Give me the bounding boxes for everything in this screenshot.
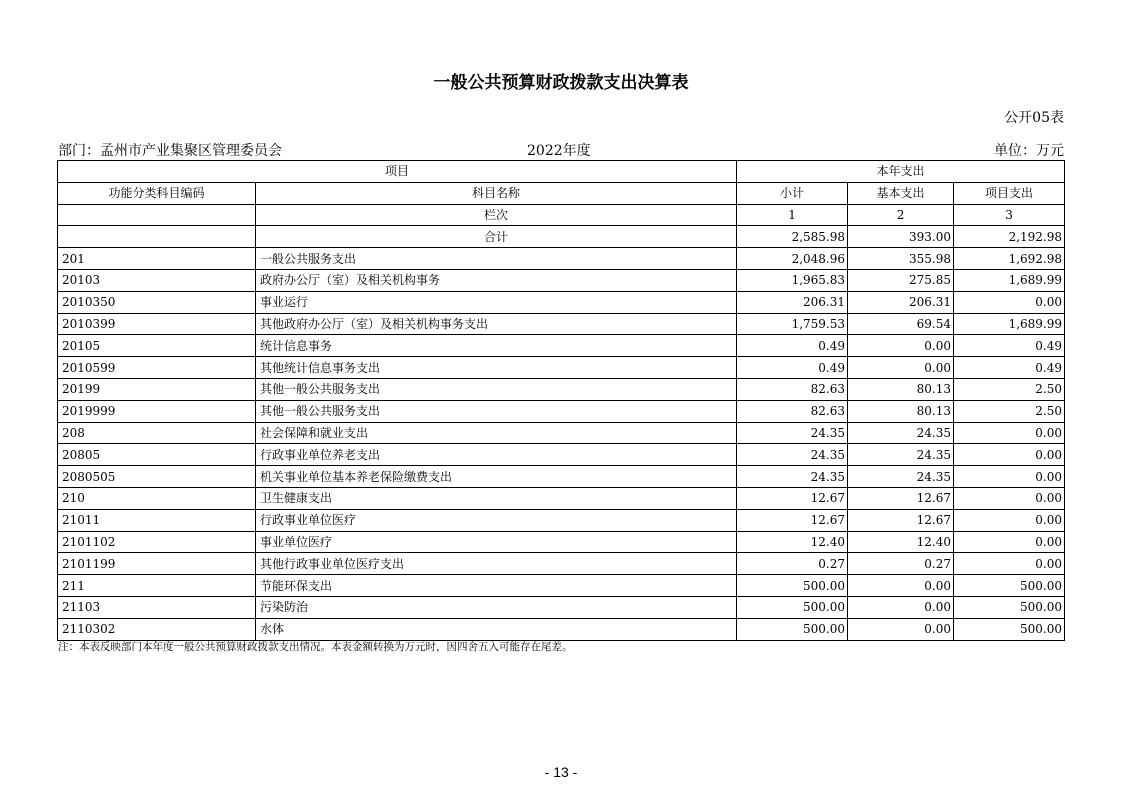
department-label: 部门：孟州市产业集聚区管理委员会 bbox=[58, 143, 282, 159]
row-subtotal: 0.49 bbox=[737, 335, 848, 357]
row-basic: 80.13 bbox=[848, 378, 954, 400]
row-code: 20805 bbox=[58, 444, 256, 466]
unit-label: 单位：万元 bbox=[994, 143, 1064, 159]
fiscal-year: 2022年度 bbox=[527, 143, 591, 159]
row-code: 20103 bbox=[58, 269, 256, 291]
row-subtotal: 500.00 bbox=[737, 596, 848, 618]
row-basic: 0.00 bbox=[848, 357, 954, 379]
row-basic: 12.67 bbox=[848, 509, 954, 531]
row-project: 500.00 bbox=[954, 575, 1065, 597]
row-basic: 0.00 bbox=[848, 575, 954, 597]
row-code: 208 bbox=[58, 422, 256, 444]
row-code: 2010399 bbox=[58, 313, 256, 335]
row-project: 1,689.99 bbox=[954, 269, 1065, 291]
table-row bbox=[58, 466, 1065, 488]
row-code: 20105 bbox=[58, 335, 256, 357]
row-project: 1,692.98 bbox=[954, 248, 1065, 270]
row-project: 0.00 bbox=[954, 553, 1065, 575]
page-number: - 13 - bbox=[544, 764, 578, 780]
table-row bbox=[58, 291, 1065, 313]
row-name: 其他一般公共服务支出 bbox=[256, 400, 737, 422]
row-basic: 0.27 bbox=[848, 553, 954, 575]
row-project: 500.00 bbox=[954, 618, 1065, 640]
total-label: 合计 bbox=[256, 226, 737, 248]
row-project: 0.00 bbox=[954, 531, 1065, 553]
row-project: 0.49 bbox=[954, 335, 1065, 357]
row-basic: 24.35 bbox=[848, 422, 954, 444]
row-code: 2110302 bbox=[58, 618, 256, 640]
row-name: 其他政府办公厅（室）及相关机构事务支出 bbox=[256, 313, 737, 335]
row-project: 1,689.99 bbox=[954, 313, 1065, 335]
row-code: 21103 bbox=[58, 596, 256, 618]
blank-cell bbox=[58, 204, 256, 226]
row-code: 211 bbox=[58, 575, 256, 597]
header-current-year: 本年支出 bbox=[737, 161, 1065, 183]
row-code: 2019999 bbox=[58, 400, 256, 422]
header-project-exp: 项目支出 bbox=[954, 182, 1065, 204]
table-row bbox=[58, 444, 1065, 466]
row-basic: 24.35 bbox=[848, 466, 954, 488]
column-index-3: 3 bbox=[954, 204, 1065, 226]
row-subtotal: 24.35 bbox=[737, 422, 848, 444]
row-name: 其他行政事业单位医疗支出 bbox=[256, 553, 737, 575]
row-subtotal: 12.67 bbox=[737, 509, 848, 531]
row-subtotal: 2,048.96 bbox=[737, 248, 848, 270]
row-subtotal: 82.63 bbox=[737, 378, 848, 400]
column-index-2: 2 bbox=[848, 204, 954, 226]
row-name: 节能环保支出 bbox=[256, 575, 737, 597]
expenditure-table bbox=[57, 160, 1065, 641]
header-row-1 bbox=[58, 161, 1065, 183]
row-name: 其他统计信息事务支出 bbox=[256, 357, 737, 379]
row-name: 其他一般公共服务支出 bbox=[256, 378, 737, 400]
row-name: 污染防治 bbox=[256, 596, 737, 618]
table-row bbox=[58, 618, 1065, 640]
row-subtotal: 24.35 bbox=[737, 444, 848, 466]
row-subtotal: 24.35 bbox=[737, 466, 848, 488]
table-row bbox=[58, 357, 1065, 379]
row-name: 水体 bbox=[256, 618, 737, 640]
total-subtotal: 2,585.98 bbox=[737, 226, 848, 248]
table-row bbox=[58, 575, 1065, 597]
header-project: 项目 bbox=[58, 161, 737, 183]
row-basic: 12.67 bbox=[848, 487, 954, 509]
row-code: 201 bbox=[58, 248, 256, 270]
row-project: 0.49 bbox=[954, 357, 1065, 379]
row-name: 政府办公厅（室）及相关机构事务 bbox=[256, 269, 737, 291]
row-basic: 0.00 bbox=[848, 335, 954, 357]
row-basic: 0.00 bbox=[848, 618, 954, 640]
row-code: 2080505 bbox=[58, 466, 256, 488]
table-row bbox=[58, 335, 1065, 357]
row-basic: 69.54 bbox=[848, 313, 954, 335]
total-row bbox=[58, 226, 1065, 248]
column-label: 栏次 bbox=[256, 204, 737, 226]
table-row bbox=[58, 269, 1065, 291]
row-project: 0.00 bbox=[954, 444, 1065, 466]
row-code: 2010350 bbox=[58, 291, 256, 313]
row-subtotal: 0.49 bbox=[737, 357, 848, 379]
row-code: 20199 bbox=[58, 378, 256, 400]
row-name: 行政事业单位医疗 bbox=[256, 509, 737, 531]
row-code: 21011 bbox=[58, 509, 256, 531]
page-title: 一般公共预算财政拨款支出决算表 bbox=[433, 73, 689, 93]
table-row bbox=[58, 509, 1065, 531]
table-row bbox=[58, 422, 1065, 444]
total-basic: 393.00 bbox=[848, 226, 954, 248]
row-subtotal: 500.00 bbox=[737, 618, 848, 640]
header-code: 功能分类科目编码 bbox=[58, 182, 256, 204]
row-subtotal: 82.63 bbox=[737, 400, 848, 422]
row-basic: 355.98 bbox=[848, 248, 954, 270]
header-basic: 基本支出 bbox=[848, 182, 954, 204]
column-index-row bbox=[58, 204, 1065, 226]
row-name: 卫生健康支出 bbox=[256, 487, 737, 509]
row-code: 2101102 bbox=[58, 531, 256, 553]
row-name: 事业单位医疗 bbox=[256, 531, 737, 553]
row-basic: 206.31 bbox=[848, 291, 954, 313]
row-project: 0.00 bbox=[954, 291, 1065, 313]
column-index-1: 1 bbox=[737, 204, 848, 226]
table-row bbox=[58, 553, 1065, 575]
row-name: 事业运行 bbox=[256, 291, 737, 313]
table-row bbox=[58, 248, 1065, 270]
blank-cell bbox=[58, 226, 256, 248]
table-row bbox=[58, 378, 1065, 400]
row-subtotal: 0.27 bbox=[737, 553, 848, 575]
table-row bbox=[58, 596, 1065, 618]
row-project: 0.00 bbox=[954, 466, 1065, 488]
row-basic: 12.40 bbox=[848, 531, 954, 553]
row-name: 统计信息事务 bbox=[256, 335, 737, 357]
row-code: 2101199 bbox=[58, 553, 256, 575]
row-project: 0.00 bbox=[954, 509, 1065, 531]
row-code: 210 bbox=[58, 487, 256, 509]
row-name: 行政事业单位养老支出 bbox=[256, 444, 737, 466]
row-subtotal: 12.40 bbox=[737, 531, 848, 553]
row-code: 2010599 bbox=[58, 357, 256, 379]
row-basic: 0.00 bbox=[848, 596, 954, 618]
row-project: 0.00 bbox=[954, 422, 1065, 444]
form-number: 公开05表 bbox=[1004, 110, 1064, 126]
row-name: 社会保障和就业支出 bbox=[256, 422, 737, 444]
header-name: 科目名称 bbox=[256, 182, 737, 204]
row-subtotal: 206.31 bbox=[737, 291, 848, 313]
table-row bbox=[58, 487, 1065, 509]
row-basic: 275.85 bbox=[848, 269, 954, 291]
table-row bbox=[58, 531, 1065, 553]
row-project: 2.50 bbox=[954, 400, 1065, 422]
row-name: 机关事业单位基本养老保险缴费支出 bbox=[256, 466, 737, 488]
row-basic: 80.13 bbox=[848, 400, 954, 422]
header-row-2 bbox=[58, 182, 1065, 204]
row-subtotal: 1,759.53 bbox=[737, 313, 848, 335]
row-project: 500.00 bbox=[954, 596, 1065, 618]
row-subtotal: 1,965.83 bbox=[737, 269, 848, 291]
row-name: 一般公共服务支出 bbox=[256, 248, 737, 270]
row-project: 2.50 bbox=[954, 378, 1065, 400]
row-basic: 24.35 bbox=[848, 444, 954, 466]
total-project: 2,192.98 bbox=[954, 226, 1065, 248]
header-subtotal: 小计 bbox=[737, 182, 848, 204]
row-project: 0.00 bbox=[954, 487, 1065, 509]
table-body bbox=[58, 248, 1065, 640]
table-row bbox=[58, 313, 1065, 335]
row-subtotal: 500.00 bbox=[737, 575, 848, 597]
footnote: 注：本表反映部门本年度一般公共预算财政拨款支出情况。本表金额转换为万元时，因四舍五入可能存在尾差。 bbox=[58, 641, 573, 653]
row-subtotal: 12.67 bbox=[737, 487, 848, 509]
table-row bbox=[58, 400, 1065, 422]
